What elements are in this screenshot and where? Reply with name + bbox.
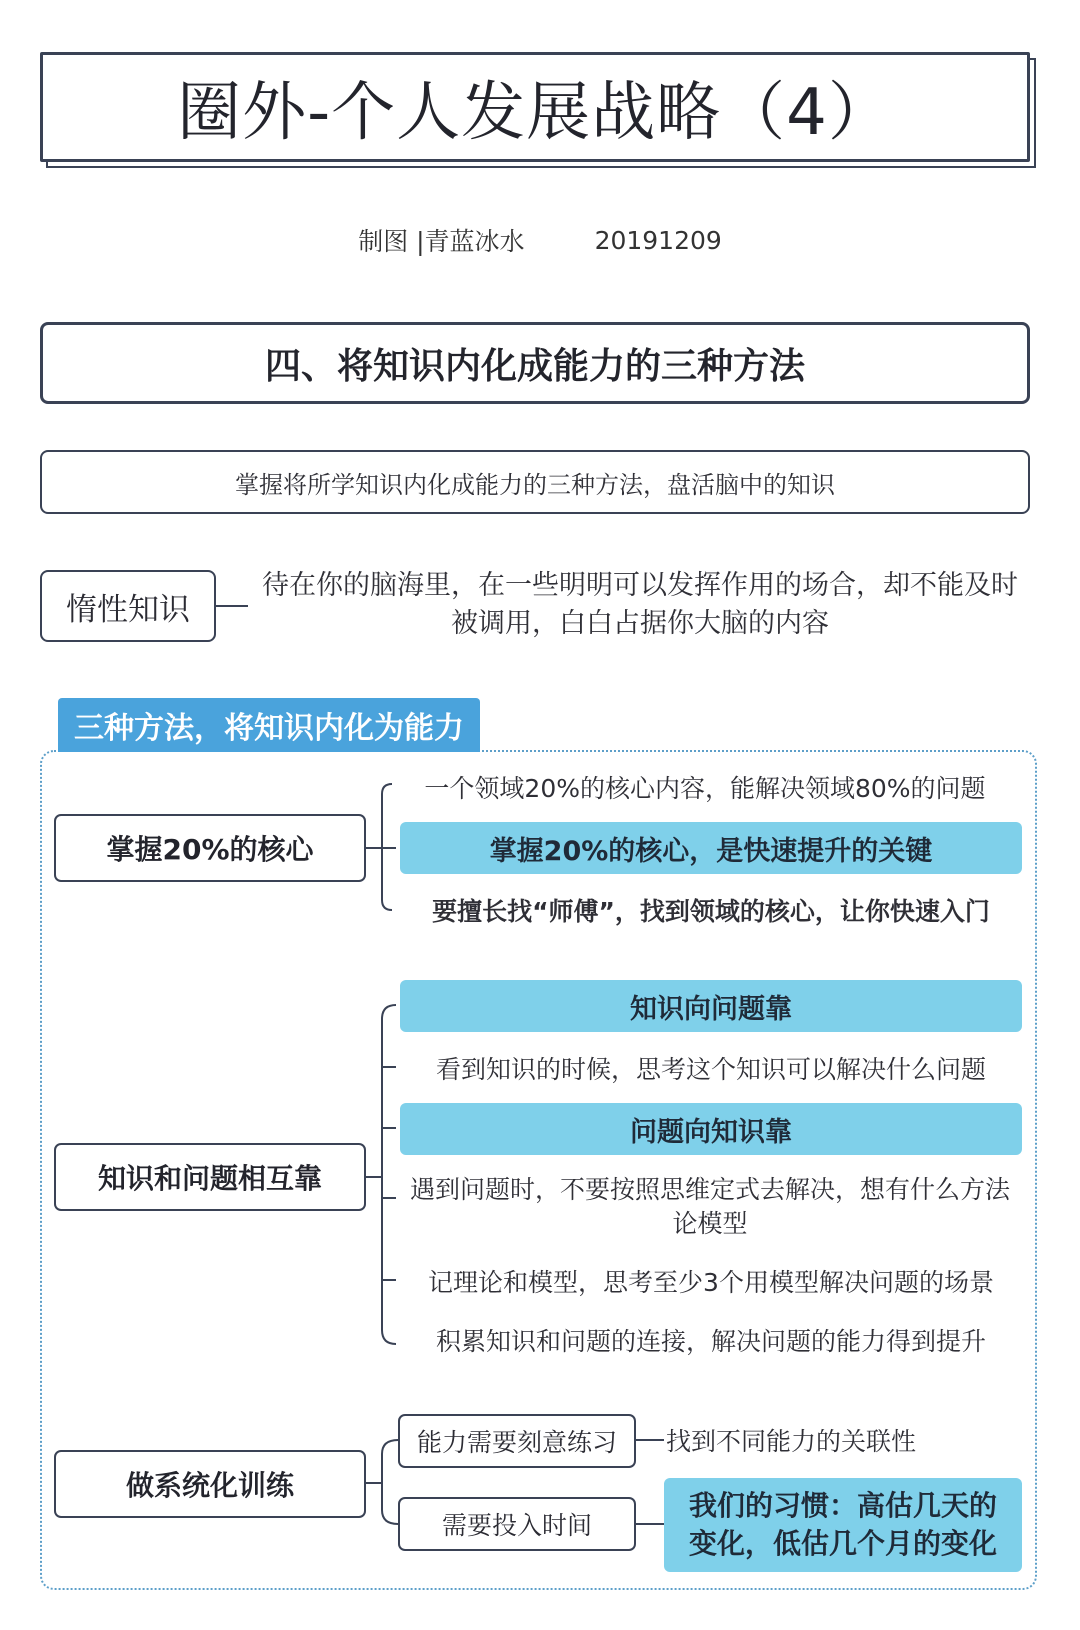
method-label: 掌握20%的核心 — [106, 833, 314, 866]
method3-detail-1: 找到不同能力的关联性 — [666, 1427, 917, 1456]
method3-child-2 — [398, 1497, 636, 1551]
method-node-systematic-training — [54, 1450, 366, 1518]
method1-point-3: 要擅长找“师傅”，找到领域的核心，让你快速入门 — [432, 897, 990, 926]
method2-point-5: 记理论和模型，思考至少3个用模型解决问题的场景 — [428, 1268, 994, 1297]
inert-knowledge-description: 待在你的脑海里，在一些明明可以发挥作用的场合，却不能及时被调用，白白占据你大脑的内容 — [262, 570, 1018, 639]
method1-highlight: 掌握20%的核心，是快速提升的关键 — [400, 822, 1022, 874]
method-node-knowledge-problem — [54, 1143, 366, 1211]
method-label: 做系统化训练 — [125, 1469, 294, 1502]
method2-highlight-2: 问题向知识靠 — [400, 1103, 1022, 1155]
inert-knowledge-label: 惰性知识 — [66, 591, 190, 628]
method1-point-1: 一个领域20%的核心内容，能解决领域80%的问题 — [424, 774, 986, 803]
method3-habit-highlight: 我们的习惯：高估几天的变化，低估几个月的变化 — [664, 1478, 1022, 1572]
method3-child-2-label: 需要投入时间 — [441, 1511, 592, 1540]
method3-child-1 — [398, 1414, 636, 1468]
section-title: 四、将知识内化成能力的三种方法 — [264, 345, 805, 387]
method2-bracket — [382, 1005, 396, 1344]
method2-point-6: 积累知识和问题的连接，解决问题的能力得到提升 — [435, 1327, 986, 1356]
method3-bracket — [382, 1440, 398, 1524]
intro-text: 掌握将所学知识内化成能力的三种方法，盘活脑中的知识 — [235, 470, 835, 499]
date-stamp: 20191209 — [594, 225, 722, 255]
method-node-core-20 — [54, 814, 366, 882]
method3-child-1-label: 能力需要刻意练习 — [416, 1428, 617, 1457]
method2-point-2: 看到知识的时候，思考这个知识可以解决什么问题 — [435, 1055, 986, 1084]
methods-group-title: 三种方法，将知识内化为能力 — [58, 698, 480, 752]
author-credit: 制图 |青蓝冰水 — [358, 227, 525, 256]
method2-point-4: 遇到问题时，不要按照思维定式去解决，想有什么方法论模型 — [410, 1175, 1011, 1238]
page-title: 圈外-个人发展战略（4） — [177, 76, 893, 150]
method2-highlight-1: 知识向问题靠 — [400, 980, 1022, 1032]
method-label: 知识和问题相互靠 — [97, 1162, 322, 1195]
